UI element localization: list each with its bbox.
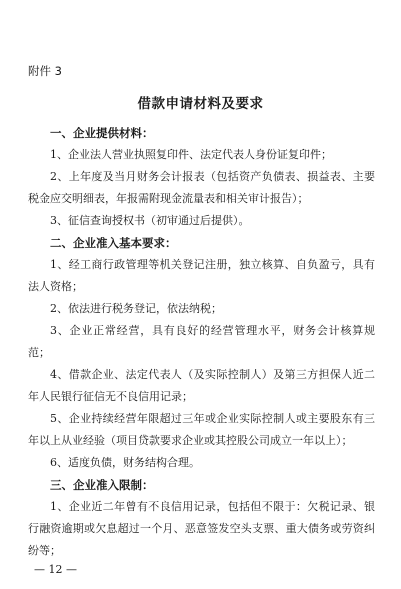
paragraph: 1、企业近二年曾有不良信用记录，包括但不限于：欠税记录、银行融资逾期或欠息超过一个月、恶意签发空头支票、重大债务或劳资纠纷等； xyxy=(28,500,375,557)
paragraph: 2、依法进行税务登记，依法纳税； xyxy=(50,302,222,315)
attachment-label: 附件 3 xyxy=(28,64,62,78)
page-number: — 12 — xyxy=(34,563,77,576)
paragraph: 1、企业法人营业执照复印件、法定代表人身份证复印件； xyxy=(50,148,332,161)
document-body xyxy=(28,122,375,562)
section-heading-basic-requirements: 二、企业准入基本要求： xyxy=(50,236,177,250)
document-title: 借款申请材料及要求 xyxy=(137,96,264,112)
paragraph: 4、借款企业、法定代表人（及实际控制人）及第三方担保人近二年人民银行征信无不良信用记录； xyxy=(28,368,375,403)
section-heading-materials: 一、企业提供材料： xyxy=(50,126,154,140)
paragraph: 5、企业持续经营年限超过三年或企业实际控制人或主要股东有三年以上从业经验（项目贷款要求企业或其控股公司成立一年以上）； xyxy=(28,412,375,447)
paragraph: 3、企业正常经营，具有良好的经营管理水平，财务会计核算规范； xyxy=(28,324,375,359)
section-heading-restrictions: 三、企业准入限制： xyxy=(50,478,154,492)
paragraph: 6、适度负债，财务结构合理。 xyxy=(50,456,200,469)
paragraph: 2、上年度及当月财务会计报表（包括资产负债表、损益表、主要税金应交明细表，年报需附现金流量表和相关审计报告）； xyxy=(28,170,375,205)
paragraph: 1、经工商行政管理等机关登记注册，独立核算、自负盈亏，具有法人资格； xyxy=(28,258,375,293)
paragraph: 3、征信查询授权书（初审通过后提供）。 xyxy=(50,214,250,227)
